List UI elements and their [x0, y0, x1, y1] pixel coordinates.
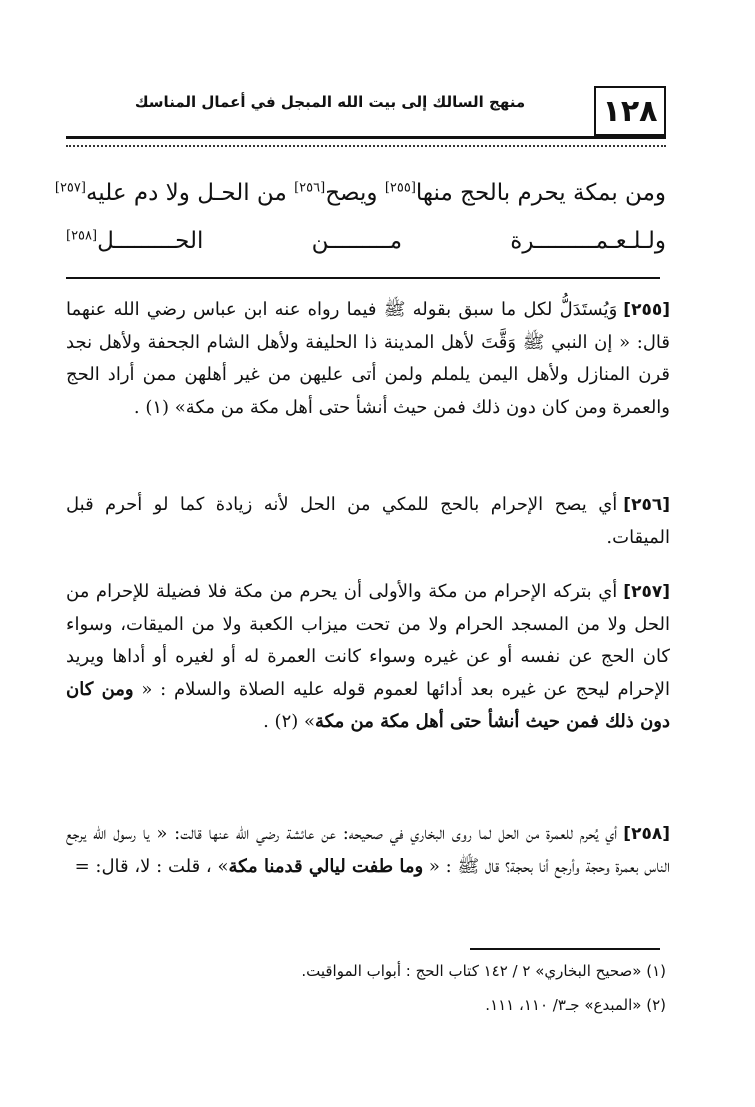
- note-number: [٢٥٨]: [623, 824, 670, 844]
- note-255: [66, 294, 670, 424]
- note-text-end: » ، قلت : لا، قال: =: [74, 855, 229, 877]
- note-text-end: » (٢) .: [263, 711, 315, 732]
- verse-text: ويصح: [325, 180, 378, 206]
- footnote-1: (١) «صحيح البخاري» ٢ / ١٤٢ كتاب الحج : أبواب المواقيت.: [301, 962, 666, 980]
- text-divider: [66, 277, 660, 279]
- footnote-2: (٢) «المبدع» جـ٣/ ١١٠، ١١١.: [485, 996, 666, 1014]
- running-title: منهج السالك إلى بيت الله المبجل في أعمال المناسك: [134, 93, 526, 111]
- verse-text: ولـلـعـمـــــــــرة مـــــــــن الحـــــــــل: [97, 228, 666, 254]
- note-number: [٢٥٦]: [623, 495, 670, 515]
- note-ref: [٢٥٧]: [54, 180, 86, 196]
- note-text: أي يصح الإحرام بالحج للمكي من الحل لأنه زيادة كما لو أحرم قبل الميقات.: [66, 494, 670, 548]
- header-dotted-rule: [66, 145, 666, 147]
- note-ref: [٢٥٥]: [384, 180, 416, 196]
- note-258: [66, 818, 670, 883]
- header-rule: [66, 136, 666, 139]
- note-number: [٢٥٧]: [623, 582, 670, 602]
- note-ref: [٢٥٨]: [66, 228, 98, 244]
- footnote-divider: [470, 948, 660, 950]
- note-text: أي بتركه الإحرام من مكة والأولى أن يحرم من مكة فلا فضيلة للإحرام من الحل ولا من المسجد الحرام ولا من تحت ميزاب الكعبة ولا من الميقات، وسواء كان الحج عن نفسه أو عن غيره وسواء كانت العمرة له أو لغيره أو أداها ويريد الإحرام ليحج عن غيره بعد أدائها لعموم قوله عليه الصلاة والسلام : «: [66, 581, 671, 700]
- verse-text: ومن بمكة يحرم بالحج منها: [415, 180, 666, 206]
- verse-line-1: [54, 180, 666, 206]
- note-number: [٢٥٥]: [623, 300, 670, 320]
- verse-text: من الحـل ولا دم عليه: [85, 180, 287, 206]
- page-number: ١٢٨: [594, 86, 666, 136]
- note-text: وَيُستَدَلُّ لكل ما سبق بقوله ﷺ فيما رواه عنه ابن عباس رضي الله عنهما قال: « إن النبي ﷺ وَقَّتَ لأهل المدينة ذا الحليفة ولأهل الشام الجحفة ولأهل نجد قرن المنازل ولأهل اليمن يلملم ولمن أتى عليهن من غير أهلهن ممن أراد الحج والعمرة ومن كان دون ذلك فمن حيث أنشأ حتى أهل مكة من مكة» (١) .: [66, 299, 670, 418]
- note-text: أي يُحرم للعمرة من الحل لما روى البخاري في صحيحه: عن عائشة رضي الله عنها قالت: « يا رسول الله يرجع الناس بعمرة وحجة وأرجع أنا بحجة؟ قال ﷺ : «: [66, 823, 670, 877]
- hadith-quote: وما طفت ليالي قدمنا مكة: [228, 855, 424, 877]
- note-ref: [٢٥٦]: [294, 180, 326, 196]
- note-256: [66, 489, 670, 554]
- verse-line-2: [66, 228, 666, 254]
- hadith-quote: ومن كان دون ذلك فمن حيث أنشأ حتى أهل مكة من مكة: [66, 678, 670, 732]
- note-257: [66, 576, 670, 739]
